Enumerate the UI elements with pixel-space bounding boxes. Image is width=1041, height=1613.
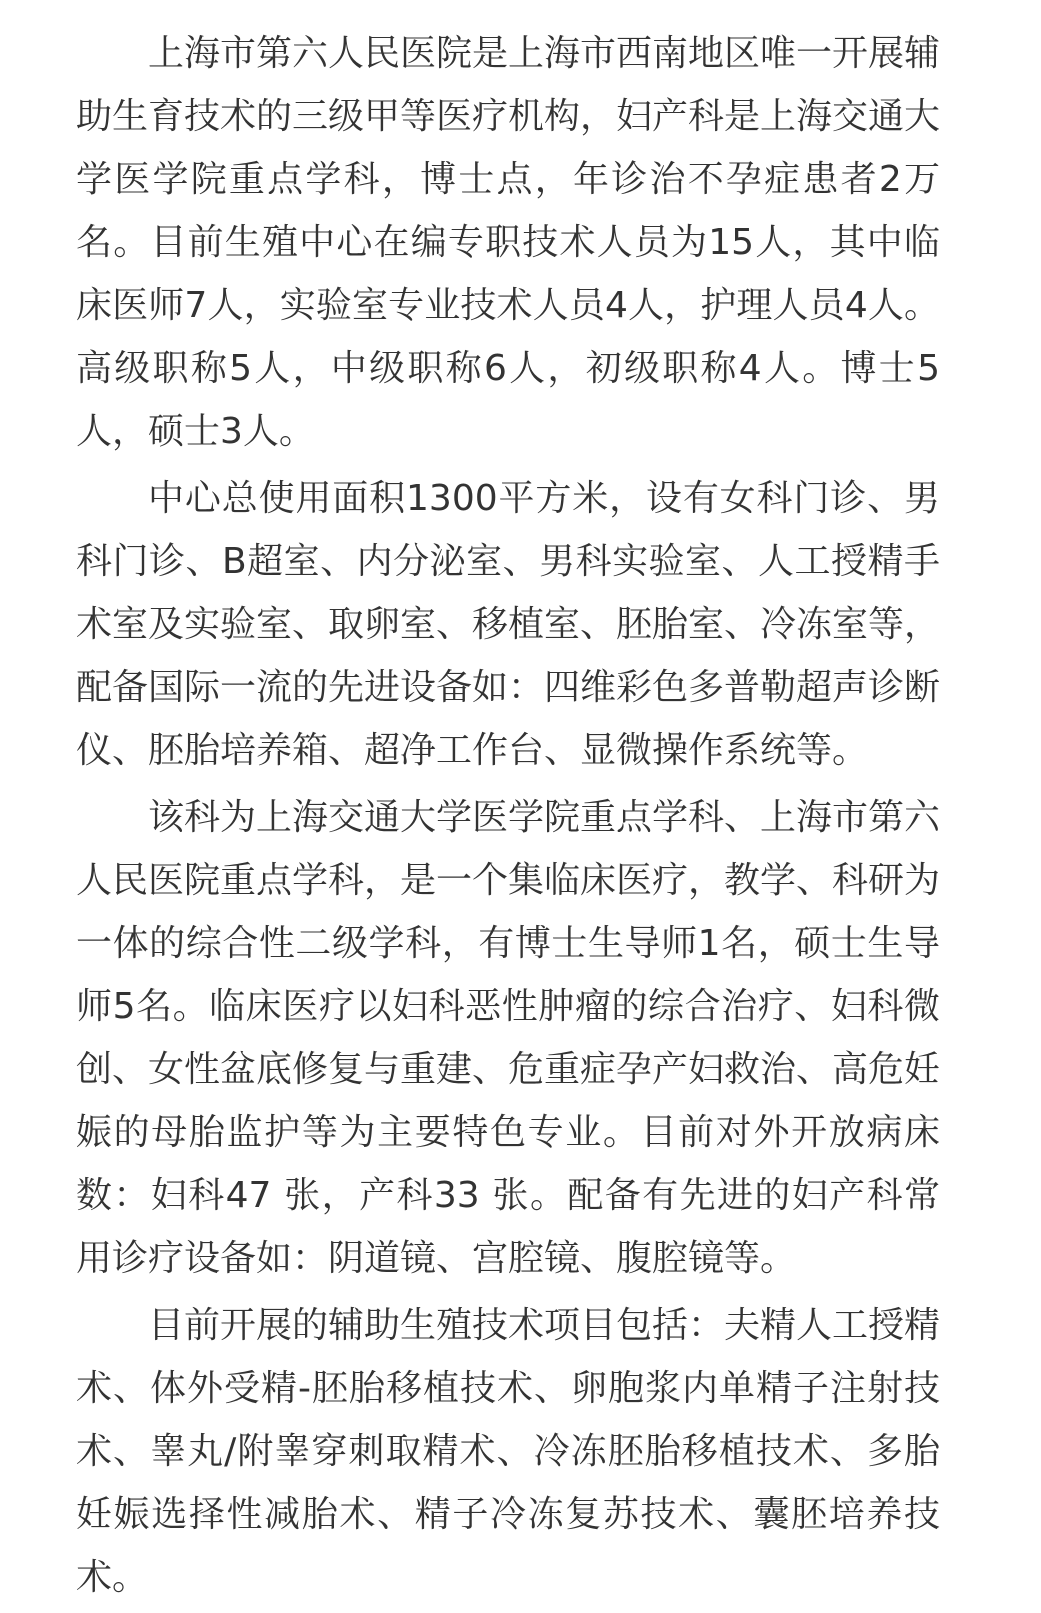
paragraph-facilities: 中心总使用面积1300平方米，设有女科门诊、男科门诊、B超室、内分泌室、男科实验室、人工授精手术室及实验室、取卵室、移植室、胚胎室、冷冻室等，配备国际一流的先进设备如：四维彩色多普勒超声诊断仪、胚胎培养箱、超净工作台、显微操作系统等。 [76, 478, 941, 771]
paragraph-techniques: 目前开展的辅助生殖技术项目包括：夫精人工授精术、体外受精-胚胎移植技术、卵胞浆内单精子注射技术、睾丸/附睾穿刺取精术、冷冻胚胎移植技术、多胎妊娠选择性减胎术、精子冷冻复苏技术、囊胚培养技术。 [76, 1305, 941, 1598]
paragraph-department: 该科为上海交通大学医学院重点学科、上海市第六人民医院重点学科，是一个集临床医疗，教学、科研为一体的综合性二级学科，有博士生导师1名，硕士生导师5名。临床医疗以妇科恶性肿瘤的综合治疗、妇科微创、女性盆底修复与重建、危重症孕产妇救治、高危妊娠的母胎监护等为主要特色专业。目前对外开放病床数：妇科47 张，产科33 张。配备有先进的妇产科常用诊疗设备如：阴道镜、宫腔镜、腹腔镜等。 [76, 797, 941, 1279]
paragraph-hospital-intro: 上海市第六人民医院是上海市西南地区唯一开展辅助生育技术的三级甲等医疗机构，妇产科是上海交通大学医学院重点学科，博士点，年诊治不孕症患者2万名。目前生殖中心在编专职技术人员为15人，其中临床医师7人，实验室专业技术人员4人，护理人员4人。高级职称5人，中级职称6人，初级职称4人。博士5人，硕士3人。 [76, 33, 941, 452]
article-body [76, 22, 940, 1613]
